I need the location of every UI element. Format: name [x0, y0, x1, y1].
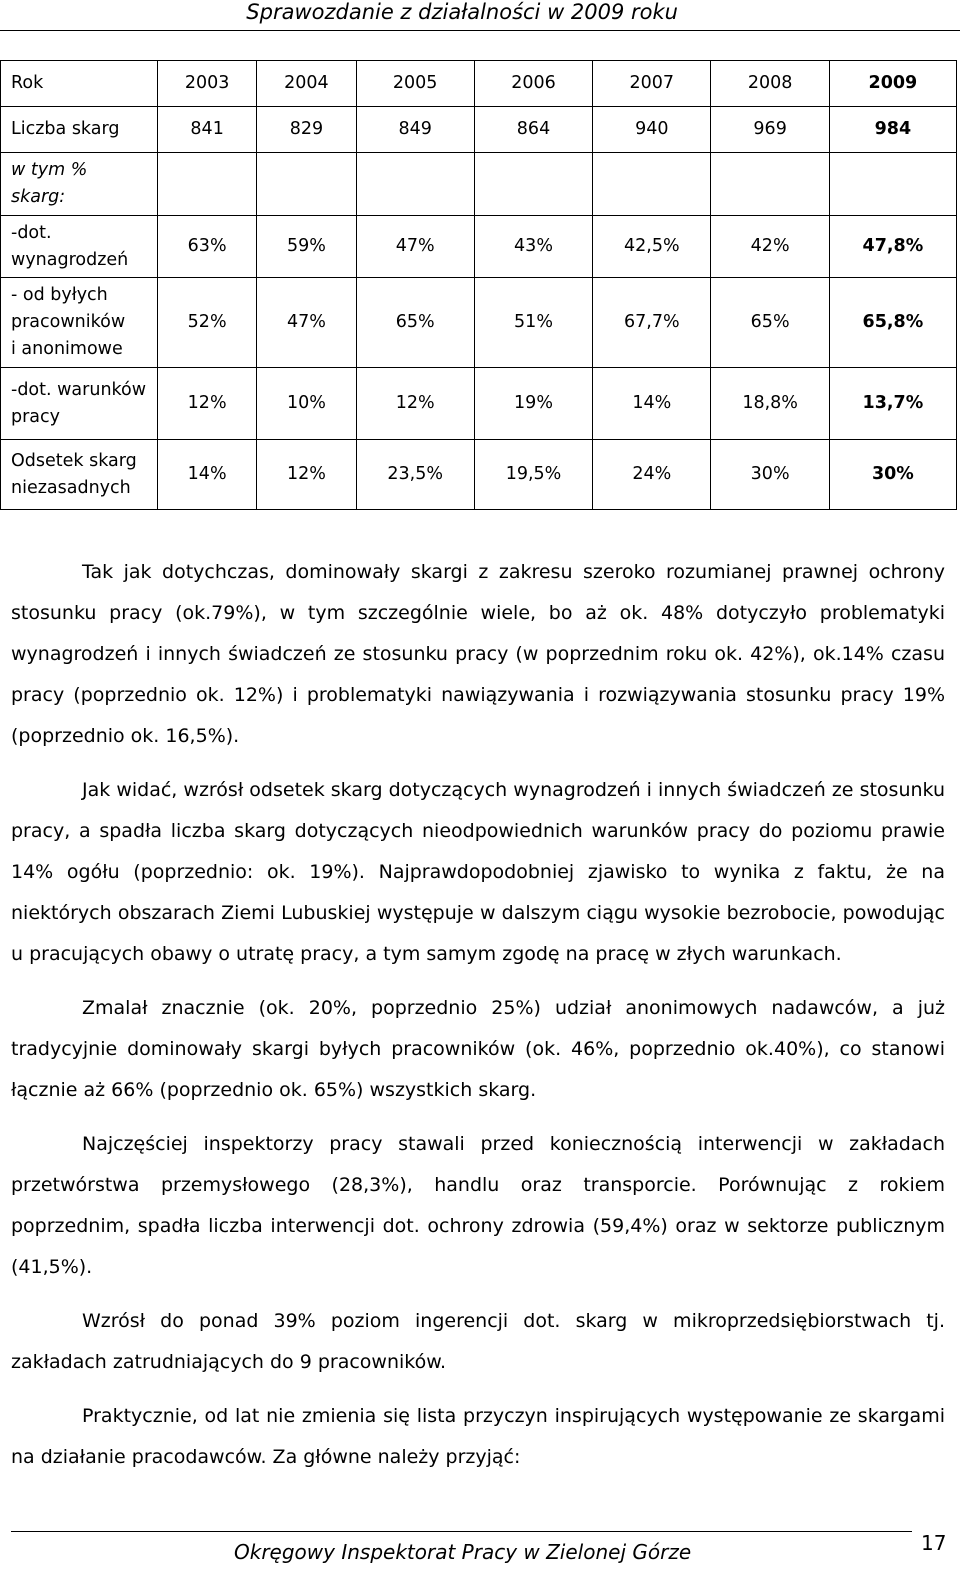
- value-cell: 14%: [158, 440, 257, 510]
- value-cell: [593, 153, 711, 216]
- row-label: -dot. warunków pracy: [1, 368, 158, 440]
- page-number: 17: [921, 1531, 947, 1555]
- value-cell: 52%: [158, 278, 257, 368]
- year-cell: 2007: [593, 61, 711, 107]
- value-cell: 12%: [257, 440, 356, 510]
- row-label: Odsetek skarg niezasadnych: [1, 440, 158, 510]
- paragraph: Jak widać, wzrósł odsetek skarg dotyczących wynagrodzeń i innych świadczeń ze stosunku pracy, a spadła liczba skarg dotyczących nieodpowiednich warunków pracy do poziomu prawie 14% ogółu (poprzednio: ok. 19%). Najprawdopodobniej zjawisko to wynika z faktu, że na niektórych obszarach Ziemi Lubuskiej występuje w dalszym ciągu wysokie bezrobocie, powodując u pracujących obawy o utratę pracy, a tym samym zgodę na pracę w złych warunkach.: [11, 779, 945, 965]
- paragraph: Wzrósł do ponad 39% poziom ingerencji dot. skarg w mikroprzedsiębiorstwach tj. zakładach zatrudniających do 9 pracowników.: [11, 1310, 945, 1373]
- paragraph: Tak jak dotychczas, dominowały skargi z zakresu szeroko rozumianej prawnej ochrony stosunku pracy (ok.79%), w tym szczególnie wiele, bo aż ok. 48% dotyczyło problematyki wynagrodzeń i innych świadczeń ze stosunku pracy (w poprzednim roku ok. 42%), ok.14% czasu pracy (poprzednio ok. 12%) i problematyki nawiązywania i rozwiązywania stosunku pracy 19% (poprzednio ok. 16,5%).: [11, 561, 945, 747]
- row-share-heading: [1, 153, 957, 216]
- header-divider: [0, 30, 960, 31]
- value-cell: 19%: [474, 368, 592, 440]
- value-cell: 12%: [158, 368, 257, 440]
- header-title: Sprawozdanie z działalności w 2009 roku: [246, 0, 678, 24]
- row-former-employees: [1, 278, 957, 368]
- value-cell: [474, 153, 592, 216]
- value-cell: 18,8%: [711, 368, 829, 440]
- value-cell: 13,7%: [829, 368, 956, 440]
- paragraph: Zmalał znacznie (ok. 20%, poprzednio 25%) udział anonimowych nadawców, a już tradycyjnie dominowały skargi byłych pracowników (ok. 46%, poprzednio ok.40%), co stanowi łącznie aż 66% (poprzednio ok. 65%) wszystkich skarg.: [11, 997, 945, 1101]
- row-wages: [1, 216, 957, 278]
- year-cell: 2003: [158, 61, 257, 107]
- footer-text: Okręgowy Inspektorat Pracy w Zielonej Górze: [234, 1540, 692, 1564]
- row-working-conditions: [1, 368, 957, 440]
- table-header-label: Rok: [1, 61, 158, 107]
- year-cell: 2008: [711, 61, 829, 107]
- table-header-row: [1, 61, 957, 107]
- report-body: [11, 552, 945, 1491]
- value-cell: [356, 153, 474, 216]
- value-cell: 63%: [158, 216, 257, 278]
- value-cell: 51%: [474, 278, 592, 368]
- row-label: Liczba skarg: [1, 107, 158, 153]
- row-unfounded: [1, 440, 957, 510]
- value-cell: 42,5%: [593, 216, 711, 278]
- value-cell: [158, 153, 257, 216]
- value-cell: 12%: [356, 368, 474, 440]
- year-cell-current: 2009: [829, 61, 956, 107]
- value-cell: [711, 153, 829, 216]
- value-cell: 30%: [711, 440, 829, 510]
- value-cell: 65,8%: [829, 278, 956, 368]
- value-cell: 65%: [356, 278, 474, 368]
- value-cell: 984: [829, 107, 956, 153]
- paragraph: Najczęściej inspektorzy pracy stawali przed koniecznością interwencji w zakładach przetwórstwa przemysłowego (28,3%), handlu oraz transporcie. Porównując z rokiem poprzednim, spadła liczba interwencji dot. ochrony zdrowia (59,4%) oraz w sektorze publicznym (41,5%).: [11, 1133, 945, 1278]
- value-cell: 23,5%: [356, 440, 474, 510]
- value-cell: 829: [257, 107, 356, 153]
- value-cell: 47,8%: [829, 216, 956, 278]
- paragraph: Praktycznie, od lat nie zmienia się lista przyczyn inspirujących występowanie ze skargami na działanie pracodawców. Za główne należy przyjąć:: [11, 1405, 945, 1468]
- footer-divider: [11, 1531, 912, 1532]
- row-label: -dot. wynagrodzeń: [1, 216, 158, 278]
- value-cell: 42%: [711, 216, 829, 278]
- page-header: [0, 0, 960, 28]
- value-cell: 65%: [711, 278, 829, 368]
- value-cell: 30%: [829, 440, 956, 510]
- year-cell: 2005: [356, 61, 474, 107]
- value-cell: 67,7%: [593, 278, 711, 368]
- complaints-table: [0, 60, 957, 510]
- value-cell: 849: [356, 107, 474, 153]
- value-cell: 14%: [593, 368, 711, 440]
- value-cell: 969: [711, 107, 829, 153]
- row-total-complaints: [1, 107, 957, 153]
- year-cell: 2004: [257, 61, 356, 107]
- value-cell: [257, 153, 356, 216]
- value-cell: 864: [474, 107, 592, 153]
- value-cell: 43%: [474, 216, 592, 278]
- value-cell: 47%: [356, 216, 474, 278]
- value-cell: 10%: [257, 368, 356, 440]
- value-cell: 841: [158, 107, 257, 153]
- value-cell: 47%: [257, 278, 356, 368]
- value-cell: 24%: [593, 440, 711, 510]
- value-cell: 19,5%: [474, 440, 592, 510]
- row-label: - od byłych pracowników i anonimowe: [1, 278, 158, 368]
- year-cell: 2006: [474, 61, 592, 107]
- value-cell: 59%: [257, 216, 356, 278]
- value-cell: 940: [593, 107, 711, 153]
- row-label: w tym % skarg:: [1, 153, 158, 216]
- value-cell: [829, 153, 956, 216]
